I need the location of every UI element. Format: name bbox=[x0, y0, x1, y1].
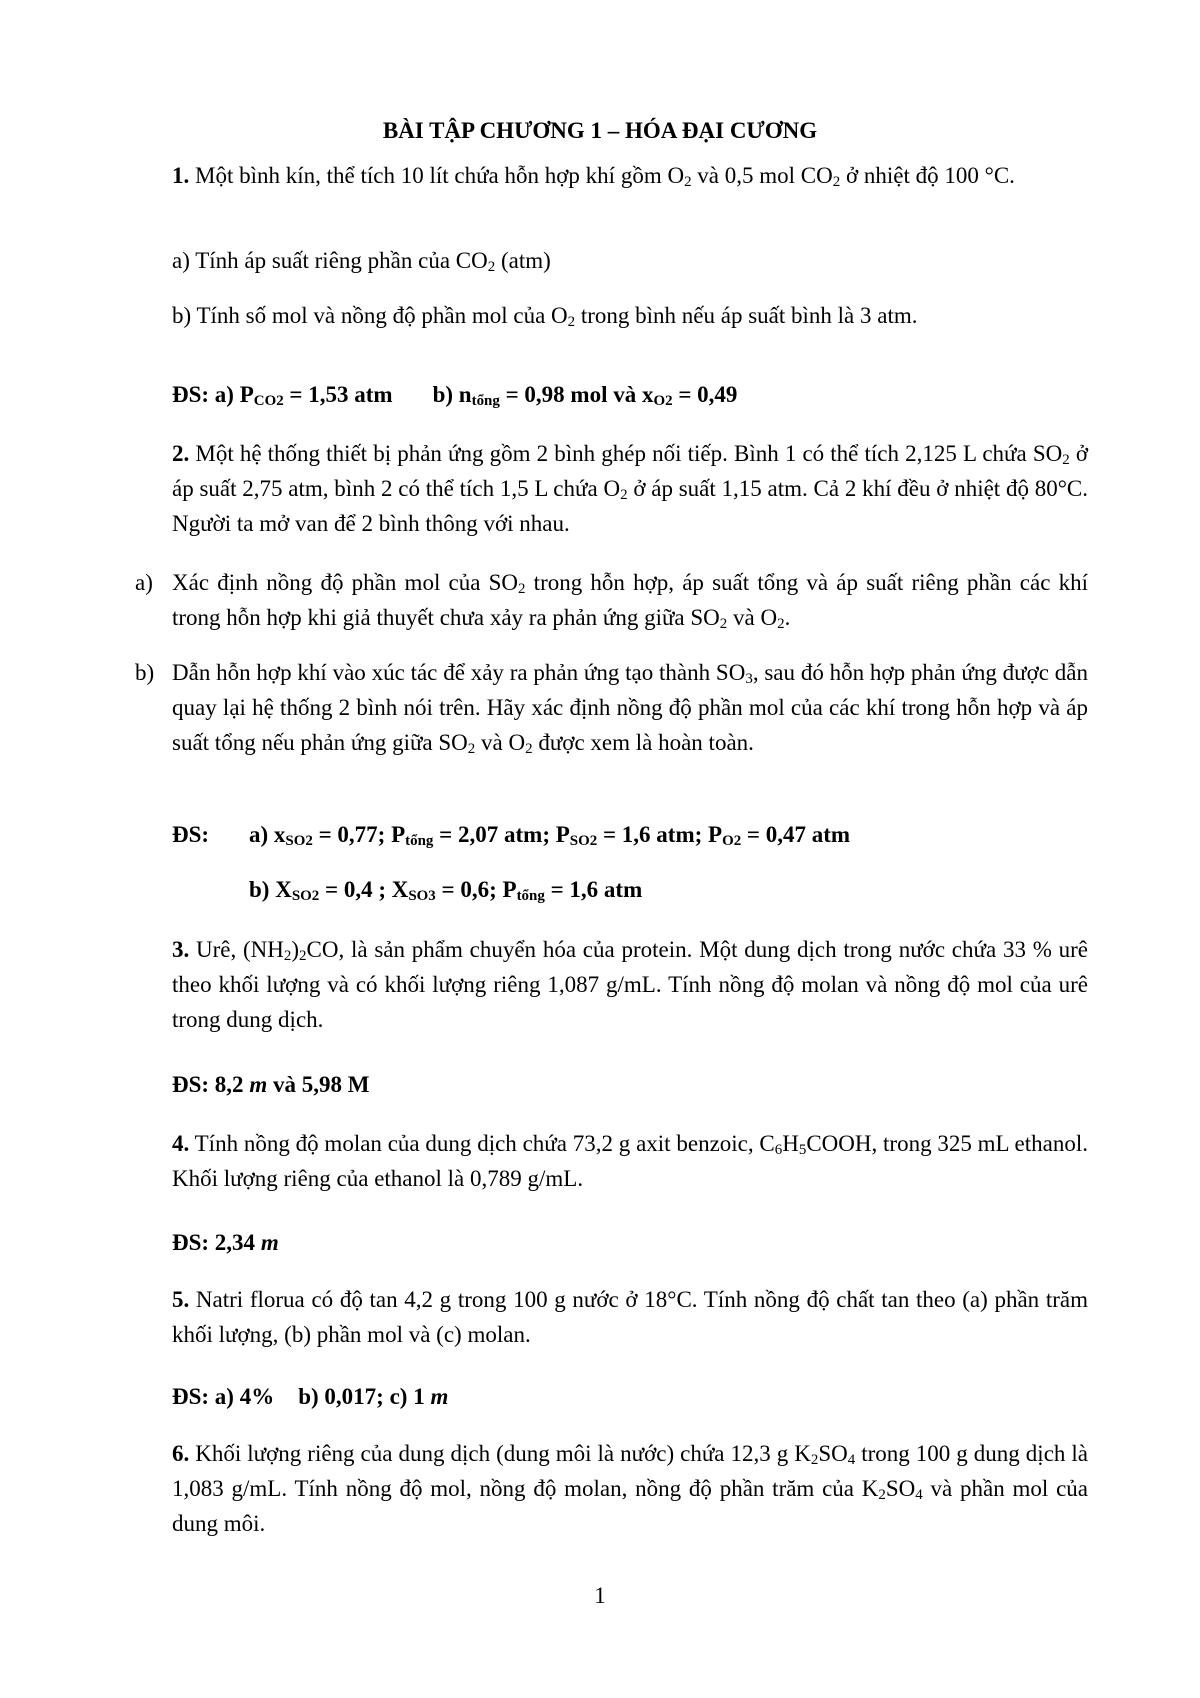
problem-1-answer: ĐS: a) $P_{CO2} = 1,53$ atm b) $n_{tổng} = 0,98$ mol và $x_{O2} = 0,49$ bbox=[172, 382, 738, 409]
problem-4-text: 4. Tính nồng độ molan của dung dịch chứa 73,2 g axit benzoic, $C_6H_5COOH$, trong 325 mL ethanol. Khối lượng riêng của ethanol là 0,789 g/mL. bbox=[172, 1131, 1088, 1191]
problem-3-answer: ĐS: 8,2 m và 5,98 M bbox=[172, 1072, 370, 1097]
problem-3-text: 3. Urê, $(NH_2)_2CO$, là sản phẩm chuyển hóa của protein. Một dung dịch trong nước chứa 33 % urê theo khối lượng và có khối lượng riêng 1,087 g/mL. Tính nồng độ molan và nồng độ mol của urê trong dung dịch. bbox=[172, 937, 1089, 1032]
problem-1-part-b: b) Tính số mol và nồng độ phần mol của $O_2$ trong bình nếu áp suất bình là 3 atm. bbox=[172, 303, 918, 330]
problem-number: 2. bbox=[172, 441, 190, 466]
problem-number: 1. bbox=[172, 163, 190, 188]
problem-5-text: 5. Natri florua có độ tan 4,2 g trong 100 g nước ở 18°C. Tính nồng độ chất tan theo (a) phần trăm khối lượng, (b) phần mol và (c) molan. bbox=[172, 1287, 1088, 1347]
problem-5-answer: ĐS: a) 4% b) 0,017; c) 1 m bbox=[172, 1384, 449, 1409]
problem-number: 6. bbox=[172, 1441, 190, 1466]
problem-number: 5. bbox=[172, 1287, 190, 1312]
problem-2-part-b: b) Dẫn hỗn hợp khí vào xúc tác để xảy ra phản ứng tạo thành $SO_3$, sau đó hỗn hợp phản ứng được dẫn quay lại hệ thống 2 bình nói trên. Hãy xác định nồng độ phần mol của các khí trong hỗn hợp và áp suất tổng nếu phản ứng giữa $SO_2$ và $O_2$ được xem là hoàn toàn. bbox=[135, 660, 1088, 757]
problem-number: 3. bbox=[172, 937, 190, 962]
problem-1-text: 1. Một bình kín, thể tích 10 lít chứa hỗn hợp khí gồm $O_2$ và 0,5 mol $CO_2$ ở nhiệt độ 100 °C. bbox=[172, 163, 1015, 190]
problem-6-text: 6. Khối lượng riêng của dung dịch (dung môi là nước) chứa 12,3 g $K_2SO_4$ trong 100 g dung dịch là 1,083 g/mL. Tính nồng độ mol, nồng độ molan, nồng độ phần trăm của $K_2SO_4$ và phần mol của dung môi. bbox=[172, 1441, 1089, 1536]
page-title: BÀI TẬP CHƯƠNG 1 – HÓA ĐẠI CƯƠNG bbox=[382, 118, 818, 143]
problem-4-answer: ĐS: 2,34 m bbox=[172, 1230, 279, 1255]
problem-2-text: 2. Một hệ thống thiết bị phản ứng gồm 2 bình ghép nối tiếp. Bình 1 có thể tích 2,125 L chứa $SO_2$ ở áp suất 2,75 atm, bình 2 có thể tích 1,5 L chứa $O_2$ ở áp suất 1,15 atm. Cả 2 khí đều ở nhiệt độ 80°C. Người ta mở van để 2 bình thông với nhau. bbox=[172, 441, 1089, 536]
problem-number: 4. bbox=[172, 1131, 190, 1156]
problem-2-answer-b: b) $X_{SO2} = 0,4$ ; $X_{SO3} = 0,6$; $P_{tổng} = 1,6$ atm bbox=[249, 877, 643, 904]
problem-2-answer-a: a) $x_{SO2} = 0,77$; $P_{tổng} = 2,07$ atm; $P_{SO2} = 1,6$ atm; $P_{O2} = 0,47$ atm bbox=[249, 822, 851, 849]
page-number: 1 bbox=[594, 1583, 606, 1608]
problem-2-answer-label: ĐS: bbox=[172, 822, 210, 847]
problem-1-part-a: a) Tính áp suất riêng phần của $CO_2$ (atm) bbox=[172, 248, 551, 275]
problem-2-part-a: a) Xác định nồng độ phần mol của $SO_2$ trong hỗn hợp, áp suất tổng và áp suất riêng phần các khí trong hỗn hợp khi giả thuyết chưa xảy ra phản ứng giữa $SO_2$ và $O_2$. bbox=[135, 570, 1088, 632]
